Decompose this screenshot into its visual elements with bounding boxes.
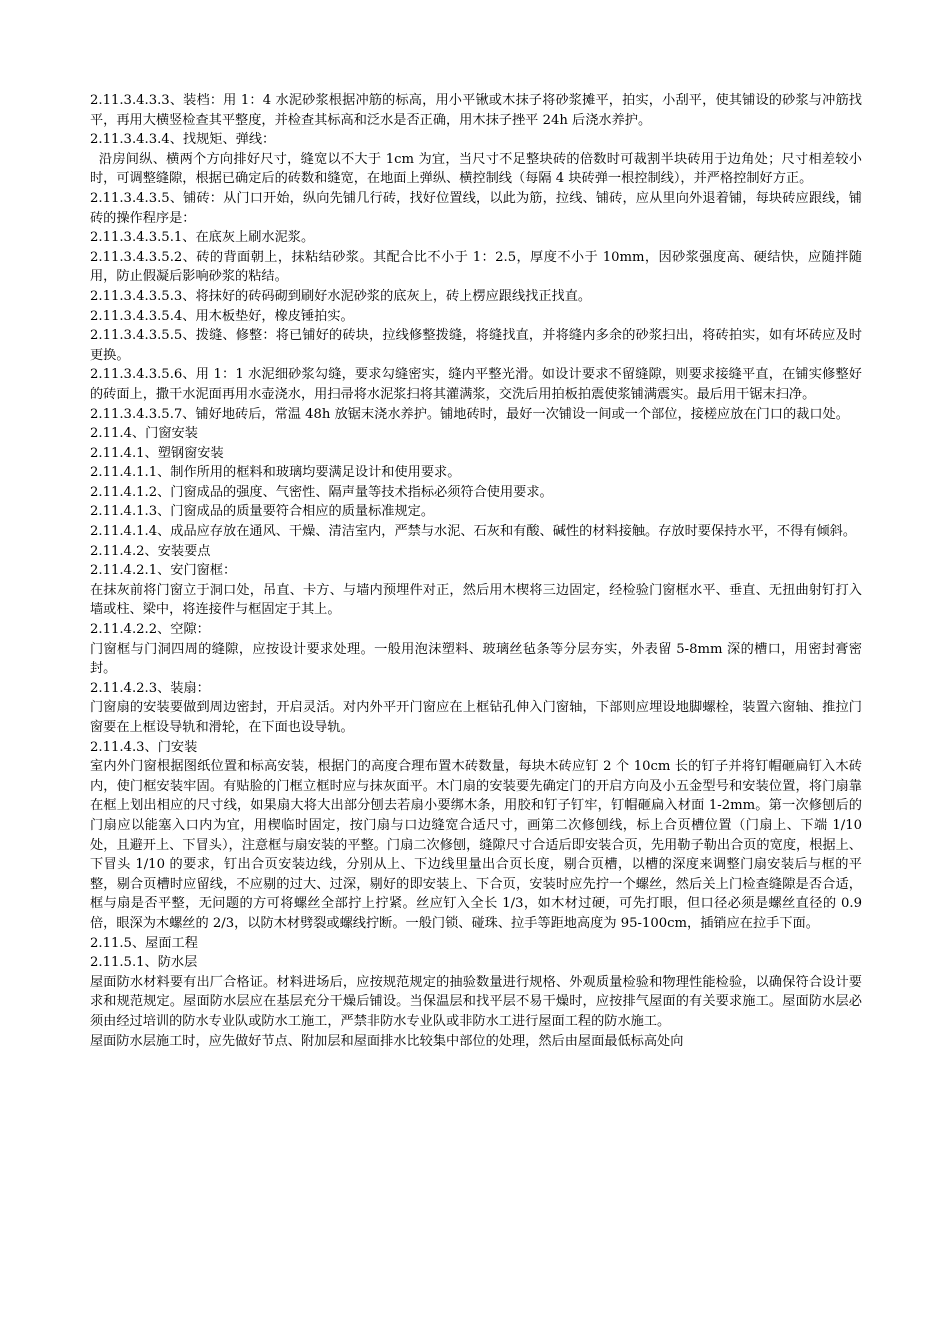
section-heading: 2.11.4.2.2、空隙： [90, 622, 210, 638]
section-heading: 2.11.4.1、塑钢窗安装 [90, 445, 224, 461]
section-heading: 2.11.4.2.1、安门窗框： [90, 563, 237, 579]
paragraph: 2.11.3.4.3.5.6、用 1：1 水泥细砂浆勾缝，要求勾缝密实，缝内平整光滑。如设计要求不留缝隙，则要求接缝平直，在铺实修整好的砖面上，撒干水泥面再用水壶浇水，用扫帚将水泥浆扫将其灌满浆，交洗后用拍板拍震使浆铺满震实。最后用干锯末扫净。 [90, 367, 862, 402]
paragraph: 2.11.3.4.3.5、铺砖：从门口开始，纵向先铺几行砖，找好位置线，以此为筋，拉线、铺砖，应从里向外退着铺，每块砖应跟线，铺砖的操作程序是： [90, 190, 862, 226]
section-heading: 2.11.4.2.3、装扇： [90, 680, 210, 696]
section-heading: 2.11.4.2、安装要点 [90, 543, 211, 559]
document-page [90, 91, 862, 1051]
paragraph: 2.11.4.1.1、制作所用的框料和玻璃均要满足设计和使用要求。 [90, 465, 461, 481]
section-heading: 2.11.5、屋面工程 [90, 935, 198, 951]
paragraph: 2.11.4.1.2、门窗成品的强度、气密性、隔声量等技术指标必须符合使用要求。 [90, 484, 553, 500]
paragraph: 屋面防水层施工时，应先做好节点、附加层和屋面排水比较集中部位的处理，然后由屋面最低标高处向 [90, 1033, 684, 1049]
paragraph: 在抹灰前将门窗立于洞口处，吊直、卡方、与墙内预埋件对正，然后用木楔将三边固定，经检验门窗框水平、垂直、无扭曲射钉打入墙或柱、梁中，将连接件与框固定于其上。 [90, 582, 862, 618]
section-heading: 2.11.4.3、门安装 [90, 739, 198, 755]
paragraph: 室内外门窗根据图纸位置和标高安装，根据门的高度合理布置木砖数量，每块木砖应钉 2 个 10cm 长的钉子并将钉帽砸扁钉入木砖内，使门框安装牢固。有贴脸的门框立框时应与抹灰面平。木门扇的安装要先确定门的开启方向及小五金型号和安装位置，将门扇靠在框上划出相应的尺寸线，如果扇大将大出部分刨去若扇小要绑木条，用胶和钉子钉牢，钉帽砸扁入材面 1-2mm。第一次修刨后的门扇应以能塞入口内为宜，用楔临时固定，按门扇与口边缝宽合适尺寸，画第二次修刨线，标上合页槽位置（门扇上、下端 1/10 处，且避开上、下冒头），注意框与扇安装的平整。门扇二次修刨，缝隙尺寸合适后即安装合页，先用勒子勒出合页的宽度，根据上、下冒头 1/10 的要求，钉出合页安装边线，分别从上、下边线里量出合页长度，剔合页槽，以槽的深度来调整门扇安装后与框的平整，剔合页槽时应留线，不应剔的过大、过深，剔好的即安装上、下合页，安装时应先拧一个螺丝，然后关上门检查缝隙是否合适，框与扇是否平整，无问题的方可将螺丝全部拧上拧紧。丝应钉入全长 1/3，如木材过硬，可先打眼，但口径必须是螺丝直径的 0.9 倍，眼深为木螺丝的 2/3，以防木材劈裂或螺线拧断。一般门锁、碰珠、拉手等距地高度为 95-100cm，插销应在拉手下面。 [90, 759, 862, 931]
paragraph: 沿房间纵、横两个方向排好尺寸，缝宽以不大于 1cm 为宜，当尺寸不足整块砖的倍数时可裁割半块砖用于边角处；尺寸相差较小时，可调整缝隙，根据已确定后的砖数和缝宽，在地面上弹纵、横控制线（每隔 4 块砖弹一根控制线），并严格控制好方正。 [90, 151, 862, 187]
paragraph: 2.11.3.4.3.5.1、在底灰上刷水泥浆。 [90, 230, 315, 246]
paragraph: 2.11.3.4.3.5.4、用木板垫好，橡皮锤拍实。 [90, 308, 354, 324]
paragraph: 2.11.3.4.3.5.2、砖的背面朝上，抹粘结砂浆。其配合比不小于 1：2.5，厚度不小于 10mm，因砂浆强度高、硬结快，应随拌随用，防止假凝后影响砂浆的粘结。 [90, 249, 862, 285]
paragraph: 2.11.4.1.3、门窗成品的质量要符合相应的质量标准规定。 [90, 504, 435, 520]
section-heading: 2.11.5.1、防水层 [90, 955, 198, 971]
paragraph: 门窗扇的安装要做到周边密封，开启灵活。对内外平开门窗应在上框钻孔伸入门窗轴，下部则应埋设地脚螺栓，装置六窗轴、推拉门窗要在上框设导轨和滑轮，在下面也设导轨。 [90, 700, 862, 735]
paragraph: 2.11.4.1.4、成品应存放在通风、干燥、清洁室内，严禁与水泥、石灰和有酸、碱性的材料接触。存放时要保持水平，不得有倾斜。 [90, 524, 857, 540]
paragraph: 2.11.3.4.3.5.7、铺好地砖后，常温 48h 放锯末浇水养护。铺地砖时，最好一次铺设一间或一个部位，接槎应放在门口的裁口处。 [90, 406, 849, 422]
paragraph: 2.11.3.4.3.5.3、将抹好的砖码砌到刷好水泥砂浆的底灰上，砖上楞应跟线找正找直。 [90, 288, 592, 304]
paragraph: 2.11.3.4.3.3、装档：用 1：4 水泥砂浆根据冲筋的标高，用小平锹或木抹子将砂浆摊平，拍实，小刮平，使其铺设的砂浆与冲筋找平，再用大横竖检查其平整度，并检查其标高和泛水是否正确，用木抹子挫平 24h 后浇水养护。 [90, 93, 862, 128]
section-heading: 2.11.3.4.3.4、找规矩、弹线： [90, 132, 276, 148]
section-heading: 2.11.4、门窗安装 [90, 426, 198, 442]
paragraph: 2.11.3.4.3.5.5、拨缝、修整：将已铺好的砖块，拉线修整拨缝，将缝找直，并将缝内多余的砂浆扫出，将砖拍实，如有坏砖应及时更换。 [90, 328, 862, 363]
paragraph: 屋面防水材料要有出厂合格证。材料进场后，应按规范规定的抽验数量进行规格、外观质量检验和物理性能检验，以确保符合设计要求和规范规定。屋面防水层应在基层充分干燥后铺设。当保温层和找平层不易干燥时，应按排气屋面的有关要求施工。屋面防水层必须由经过培训的防水专业队或防水工施工，严禁非防水专业队或非防水工进行屋面工程的防水施工。 [90, 974, 862, 1029]
paragraph: 门窗框与门洞四周的缝隙，应按设计要求处理。一般用泡沫塑料、玻璃丝毡条等分层夯实，外表留 5-8mm 深的槽口，用密封膏密封。 [90, 641, 862, 677]
